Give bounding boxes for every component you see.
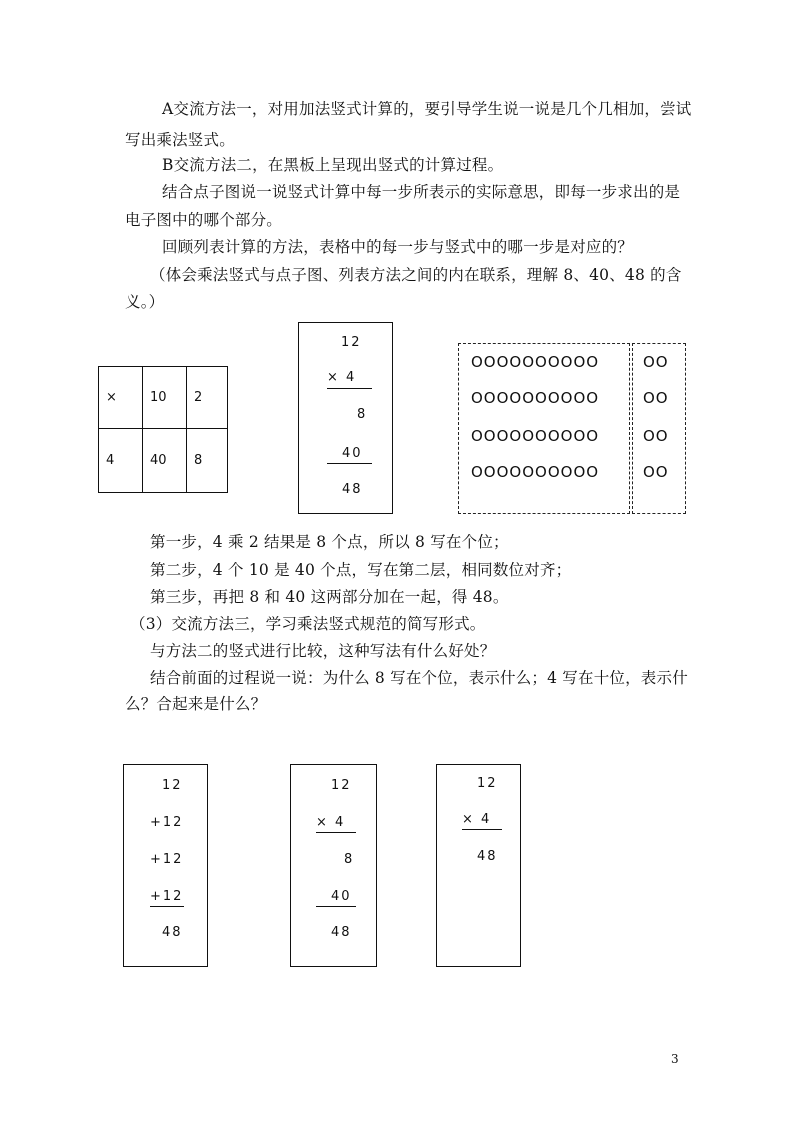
calc-multiplicand: 12 — [341, 335, 362, 350]
calc-line: +12 — [150, 852, 184, 867]
calc-partial-ones: 8 — [344, 852, 355, 867]
section3-line: 么？合起来是什么？ — [125, 695, 267, 713]
calc-partial-tens: 40 — [331, 889, 352, 904]
addition-calc-box — [123, 764, 208, 967]
calc-result: 48 — [331, 925, 352, 940]
calc-multiplier: × 4 — [327, 370, 357, 385]
calc-multiplicand: 12 — [477, 776, 498, 791]
section3-line: （3）交流方法三，学习乘法竖式规范的简写形式。 — [130, 615, 486, 633]
calc-result: 48 — [342, 482, 363, 497]
step-line: 第三步，再把 8 和 40 这两部分加在一起，得 48。 — [150, 588, 509, 606]
dot-diagram-right — [632, 343, 686, 514]
calc-result: 48 — [477, 849, 498, 864]
dot-row: OOOOOOOOOO — [471, 353, 600, 371]
calc-multiplier: × 4 — [316, 815, 346, 830]
paragraph-line: 义。） — [125, 293, 165, 311]
calc-rule — [327, 388, 372, 389]
dot-diagram-left — [458, 343, 630, 514]
table-cell: 40 — [143, 429, 187, 493]
dot-row: OO — [643, 463, 669, 481]
step-line: 第一步，4 乘 2 结果是 8 个点，所以 8 写在个位； — [150, 533, 509, 551]
dot-row: OOOOOOOOOO — [471, 427, 600, 445]
step-line: 第二步，4 个 10 是 40 个点，写在第二层，相同数位对齐； — [150, 561, 572, 579]
calc-partial-ones: 8 — [357, 407, 368, 422]
table-cell: 4 — [99, 429, 143, 493]
calc-rule — [316, 832, 356, 833]
dot-row: OOOOOOOOOO — [471, 463, 600, 481]
table-cell: 10 — [143, 367, 187, 429]
paragraph-line: B交流方法二，在黑板上呈现出竖式的计算过程。 — [162, 156, 504, 174]
calc-multiplicand: 12 — [331, 778, 352, 793]
method3-calc-box — [436, 764, 521, 967]
dot-row: OOOOOOOOOO — [471, 389, 600, 407]
table-cell: 2 — [187, 367, 228, 429]
vertical-calc-box — [298, 322, 393, 514]
dot-row: OO — [643, 353, 669, 371]
calc-result: 48 — [162, 925, 183, 940]
table-cell: 8 — [187, 429, 228, 493]
dot-row: OO — [643, 389, 669, 407]
paragraph-line: 电子图中的哪个部分。 — [125, 211, 283, 229]
dot-row: OO — [643, 427, 669, 445]
paragraph-line: 回顾列表计算的方法，表格中的每一步与竖式中的哪一步是对应的？ — [162, 238, 634, 256]
paragraph-line: 写出乘法竖式。 — [125, 131, 235, 149]
multiplication-table — [98, 366, 228, 493]
table-cell: × — [99, 367, 143, 429]
paragraph-line: 结合点子图说一说竖式计算中每一步所表示的实际意思，即每一步求出的是 — [162, 183, 681, 201]
calc-rule — [327, 463, 372, 464]
calc-partial-tens: 40 — [342, 446, 363, 461]
section3-line: 结合前面的过程说一说：为什么 8 写在个位，表示什么；4 写在十位，表示什 — [150, 669, 688, 687]
paragraph-line: （体会乘法竖式与点子图、列表方法之间的内在联系，理解 8、40、48 的含 — [150, 266, 682, 284]
calc-line: +12 — [150, 889, 184, 904]
section3-line: 与方法二的竖式进行比较，这种写法有什么好处？ — [150, 642, 496, 660]
calc-rule — [316, 906, 356, 907]
page-number: 3 — [671, 1052, 679, 1066]
calc-line: 12 — [162, 778, 183, 793]
paragraph-line: A交流方法一，对用加法竖式计算的，要引导学生说一说是几个几相加，尝试 — [162, 100, 692, 118]
calc-line: +12 — [150, 815, 184, 830]
calc-rule — [462, 829, 502, 830]
calc-rule — [150, 906, 184, 907]
method2-calc-box — [290, 764, 377, 967]
calc-multiplier: × 4 — [462, 812, 492, 827]
